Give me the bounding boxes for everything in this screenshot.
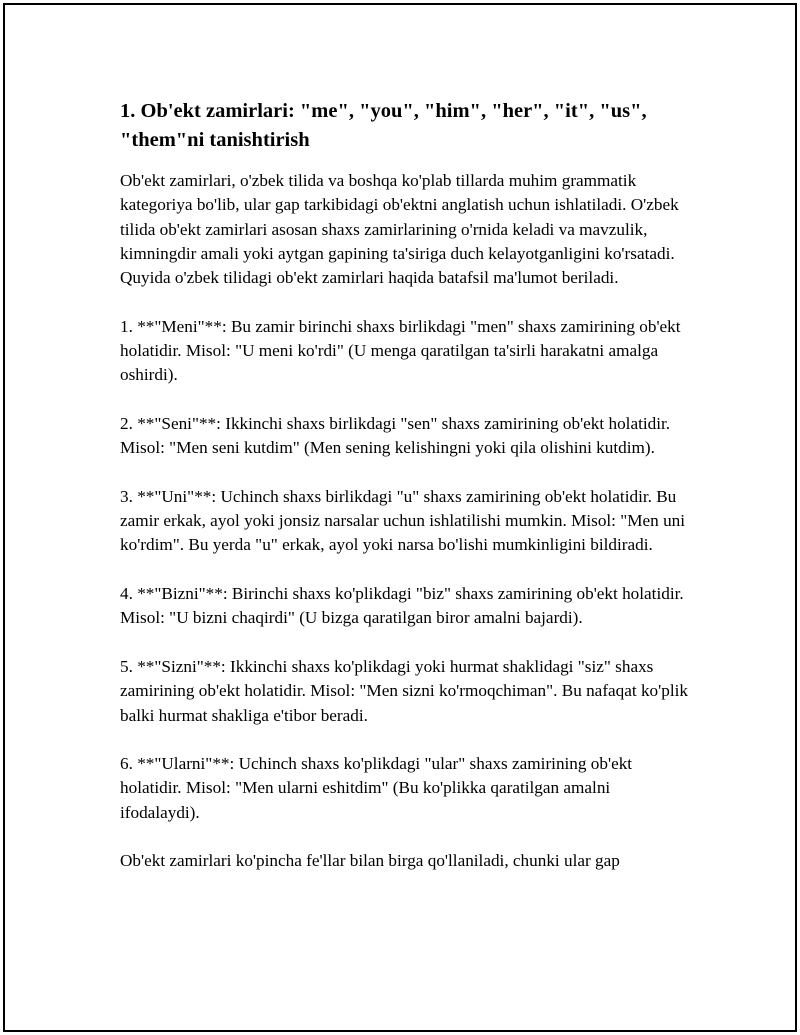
list-item-uni: 3. **"Uni"**: Uchinch shaxs birlikdagi "u" shaxs zamirining ob'ekt holatidir. Bu zamir erkak, ayol yoki jonsiz narsalar uchun ishlatilishi mumkin. Misol: "Men uni ko'rdim". Bu yerda "u" erkak, ayol yoki narsa bo'lishi mumkinligini bildiradi. <box>120 486 686 555</box>
list-item-bizni: 4. **"Bizni"**: Birinchi shaxs ko'plikdagi "biz" shaxs zamirining ob'ekt holatidir. Misol: "U bizni chaqirdi" (U bizga qaratilgan biror amalni bajardi). <box>120 584 684 628</box>
document-page <box>3 3 797 1032</box>
list-item-meni: 1. **"Meni"**: Bu zamir birinchi shaxs birlikdagi "men" shaxs zamirining ob'ekt holatidir. Misol: "U meni ko'rdi" (U menga qaratilgan ta'sirli harakatni amalga oshirdi). <box>120 316 681 385</box>
section-heading: 1. Ob'ekt zamirlari: "me", "you", "him", "her", "it", "us", "them"ni tanishtirish <box>120 100 647 151</box>
list-item-ularni: 6. **"Ularni"**: Uchinch shaxs ko'plikdagi "ular" shaxs zamirining ob'ekt holatidir. Misol: "Men ularni eshitdim" (Bu ko'plikka qaratilgan amalni ifodalaydi). <box>120 754 633 822</box>
list-item-seni: 2. **"Seni"**: Ikkinchi shaxs birlikdagi "sen" shaxs zamirining ob'ekt holatidir. Misol: "Men seni kutdim" (Men sening kelishingni yoki qila olishini kutdim). <box>120 413 671 458</box>
intro-paragraph: Ob'ekt zamirlari, o'zbek tilida va boshqa ko'plab tillarda muhim grammatik kategoriya bo'lib, ular gap tarkibidagi ob'ektni anglatish uchun ishlatiladi. O'zbek tilida ob'ekt zamirlari asosan shaxs zamirlarining o'rnida keladi va mavzulik, kimningdir amali yoki aytgan gapining ta'siriga duch kelayotganligini ko'rsatadi. Quyida o'zbek tilidagi ob'ekt zamirlari haqida batafsil ma'lumot beriladi. <box>120 171 679 288</box>
closing-paragraph: Ob'ekt zamirlari ko'pincha fe'llar bilan birga qo'llaniladi, chunki ular gap <box>120 851 620 871</box>
document-content <box>120 97 690 898</box>
list-item-sizni: 5. **"Sizni"**: Ikkinchi shaxs ko'plikdagi yoki hurmat shaklidagi "siz" shaxs zamirining ob'ekt holatidir. Misol: "Men sizni ko'rmoqchiman". Bu nafaqat ko'plik balki hurmat shakliga e'tibor beradi. <box>120 656 688 725</box>
